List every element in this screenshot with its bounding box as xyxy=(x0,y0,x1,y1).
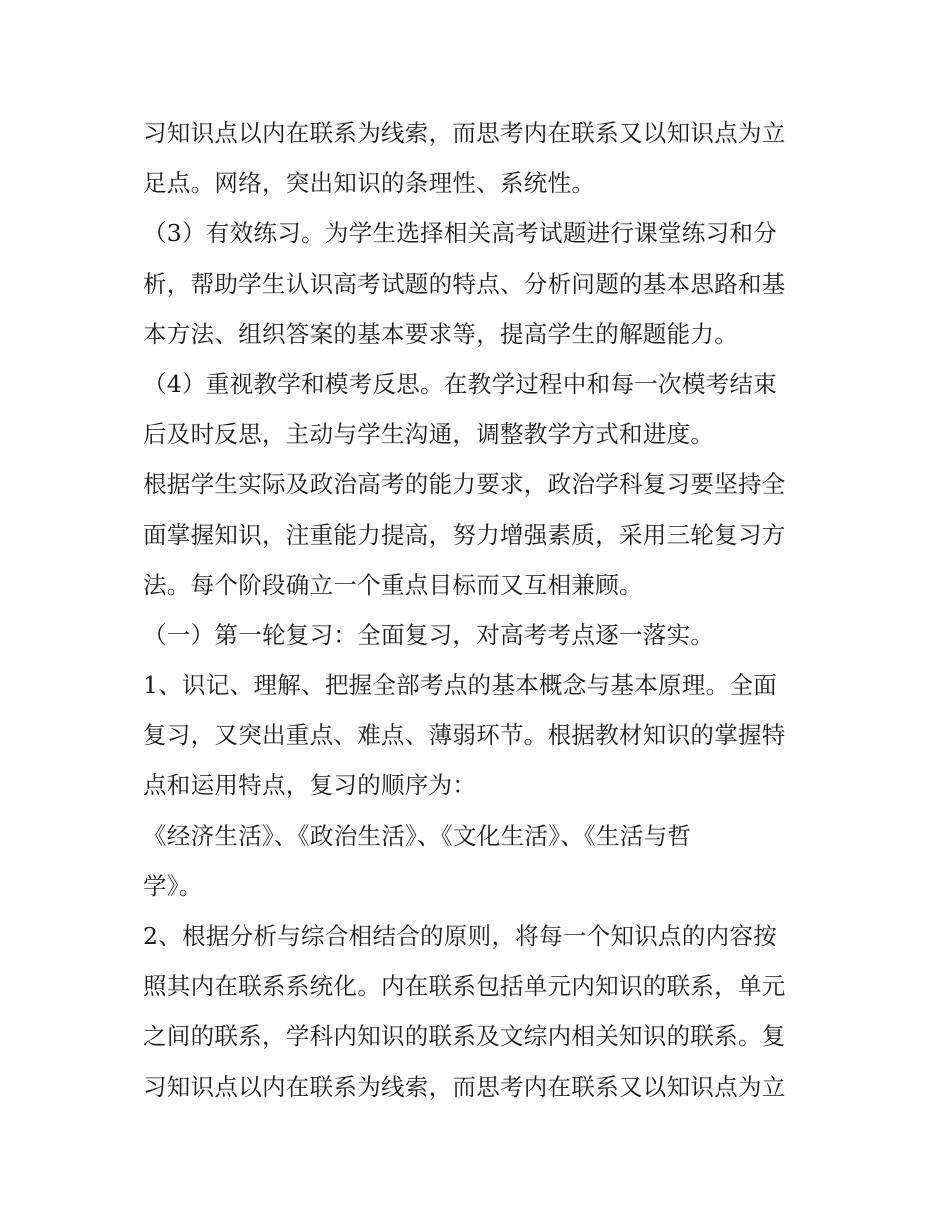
text-line: （4）重视教学和模考反思。在教学过程中和每一次模考结束 xyxy=(143,369,778,398)
text-line: （3）有效练习。为学生选择相关高考试题进行课堂练习和分 xyxy=(143,219,778,248)
text-line: 《经济生活》、《政治生活》、《文化生活》、《生活与哲 xyxy=(143,821,692,850)
text-line: 习知识点以内在联系为线索，而思考内在联系又以知识点为立 xyxy=(143,1072,786,1101)
text-line: 足点。网络，突出知识的条理性、系统性。 xyxy=(143,169,596,198)
text-line: 1、识记、理解、把握全部考点的基本概念与基本原理。全面 xyxy=(143,671,778,700)
text-line: 学》。 xyxy=(143,871,203,900)
text-line: 点和运用特点，复习的顺序为： xyxy=(143,771,477,800)
text-line: 之间的联系，学科内知识的联系及文综内相关知识的联系。复 xyxy=(143,1022,786,1051)
text-line: 复习，又突出重点、难点、薄弱环节。根据教材知识的掌握特 xyxy=(143,721,786,750)
text-line: 面掌握知识，注重能力提高，努力增强素质，采用三轮复习方 xyxy=(143,520,786,549)
text-line: 照其内在联系系统化。内在联系包括单元内知识的联系，单元 xyxy=(143,972,786,1001)
body-text xyxy=(143,108,823,1112)
text-line: 后及时反思，主动与学生沟通，调整教学方式和进度。 xyxy=(143,420,715,449)
text-line: 根据学生实际及政治高考的能力要求，政治学科复习要坚持全 xyxy=(143,470,786,499)
text-line: 本方法、组织答案的基本要求等，提高学生的解题能力。 xyxy=(143,319,738,348)
text-line: （一）第一轮复习：全面复习，对高考考点逐一落实。 xyxy=(143,620,715,649)
text-line: 析，帮助学生认识高考试题的特点、分析问题的基本思路和基 xyxy=(143,269,786,298)
text-line: 2、根据分析与综合相结合的原则，将每一个知识点的内容按 xyxy=(143,922,778,950)
text-line: 法。每个阶段确立一个重点目标而又互相兼顾。 xyxy=(143,570,643,599)
text-line: 习知识点以内在联系为线索，而思考内在联系又以知识点为立 xyxy=(143,119,786,147)
